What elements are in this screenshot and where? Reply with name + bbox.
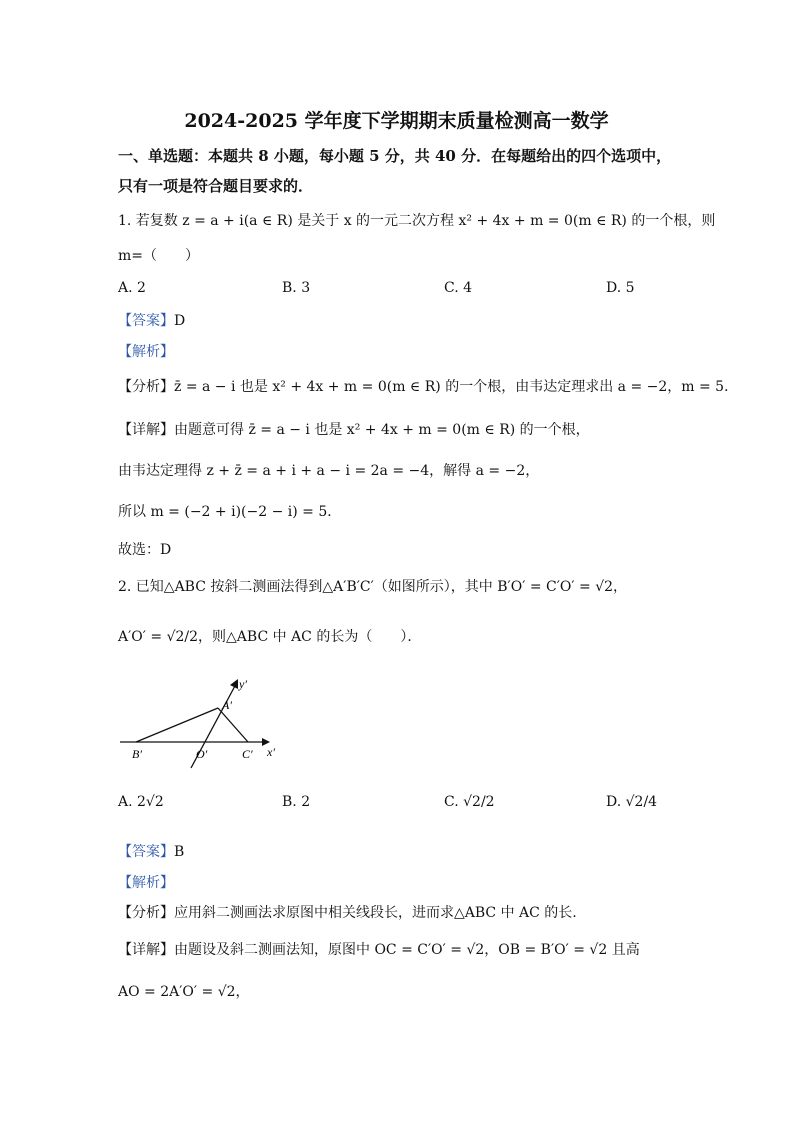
q1-option-d: D. 5 bbox=[606, 280, 635, 296]
label-b: B′ bbox=[132, 747, 142, 761]
q1-stem-line2: m=（ ） bbox=[118, 248, 200, 264]
q2-option-c: C. √2/2 bbox=[444, 794, 495, 810]
q1-option-b: B. 3 bbox=[282, 280, 311, 296]
q2-option-b: B. 2 bbox=[282, 794, 311, 810]
q1-analysis-tag: 【解析】 bbox=[118, 344, 174, 360]
q2-fenxi: 应用斜二测画法求原图中相关线段长，进而求△ABC 中 AC 的长. bbox=[174, 905, 577, 921]
label-o: O′ bbox=[196, 747, 208, 761]
q2-option-a: A. 2√2 bbox=[118, 794, 164, 810]
q2-answer-tag: 【答案】 bbox=[118, 844, 174, 860]
q2-answer-row bbox=[118, 842, 184, 862]
q2-detail-tag: 【详解】 bbox=[118, 942, 174, 958]
label-c: C′ bbox=[242, 747, 253, 761]
section-heading-line1: 一、单选题：本题共 8 小题，每小题 5 分，共 40 分．在每题给出的四个选项中， bbox=[118, 147, 672, 165]
q1-answer: D bbox=[174, 313, 186, 329]
q2-stem-line1: 2. 已知△ABC 按斜二测画法得到△A′B′C′（如图所示），其中 B′O′ = C′O′ = √2， bbox=[118, 579, 628, 595]
page-title: 2024-2025 学年度下学期期末质量检测高一数学 bbox=[184, 110, 609, 132]
q1-detail3: 所以 m = (−2 + i)(−2 − i) = 5． bbox=[118, 504, 342, 520]
q2-detail-row bbox=[118, 940, 640, 960]
q2-fenxi-tag: 【分析】 bbox=[118, 905, 174, 921]
q2-fenxi-row bbox=[118, 903, 577, 923]
q1-detail1: 由题意可得 z̄ = a − i 也是 x² + 4x + m = 0(m ∈ R) 的一个根， bbox=[174, 422, 590, 438]
q1-option-a: A. 2 bbox=[118, 280, 146, 296]
q1-answer-row bbox=[118, 311, 185, 331]
section-heading-line2: 只有一项是符合题目要求的． bbox=[118, 177, 314, 195]
q1-fenxi-tag: 【分析】 bbox=[118, 379, 174, 395]
q2-detail2: AO = 2A′O′ = √2， bbox=[118, 984, 250, 1000]
q2-answer: B bbox=[174, 844, 185, 860]
segment-a-c bbox=[218, 708, 248, 742]
q2-detail1: 由题设及斜二测画法知，原图中 OC = C′O′ = √2，OB = B′O′ = √2 且高 bbox=[174, 942, 640, 958]
q1-fenxi: z̄ = a − i 也是 x² + 4x + m = 0(m ∈ R) 的一个根，由韦达定理求出 a = −2，m = 5． bbox=[174, 379, 739, 395]
q2-option-d: D. √2/4 bbox=[606, 794, 658, 810]
q1-option-c: C. 4 bbox=[444, 280, 473, 296]
label-x: x′ bbox=[267, 745, 275, 759]
q2-analysis-tag: 【解析】 bbox=[118, 875, 174, 891]
q1-detail2: 由韦达定理得 z + z̄ = a + i + a − i = 2a = −4，解得 a = −2， bbox=[118, 463, 540, 479]
q1-choose: 故选：D bbox=[118, 542, 172, 558]
label-a: A′ bbox=[222, 698, 232, 712]
q1-fenxi-row bbox=[118, 377, 738, 397]
q1-detail-row bbox=[118, 420, 590, 440]
oblique-drawing-figure bbox=[118, 672, 288, 772]
q1-stem-line1: 1. 若复数 z = a + i(a ∈ R) 是关于 x 的一元二次方程 x² + 4x + m = 0(m ∈ R) 的一个根，则 bbox=[118, 213, 716, 229]
q1-answer-tag: 【答案】 bbox=[118, 313, 174, 329]
label-y: y′ bbox=[239, 677, 247, 691]
segment-b-a bbox=[136, 708, 218, 742]
q2-stem-line2: A′O′ = √2/2，则△ABC 中 AC 的长为（ ）． bbox=[118, 629, 422, 645]
q1-detail-tag: 【详解】 bbox=[118, 422, 174, 438]
